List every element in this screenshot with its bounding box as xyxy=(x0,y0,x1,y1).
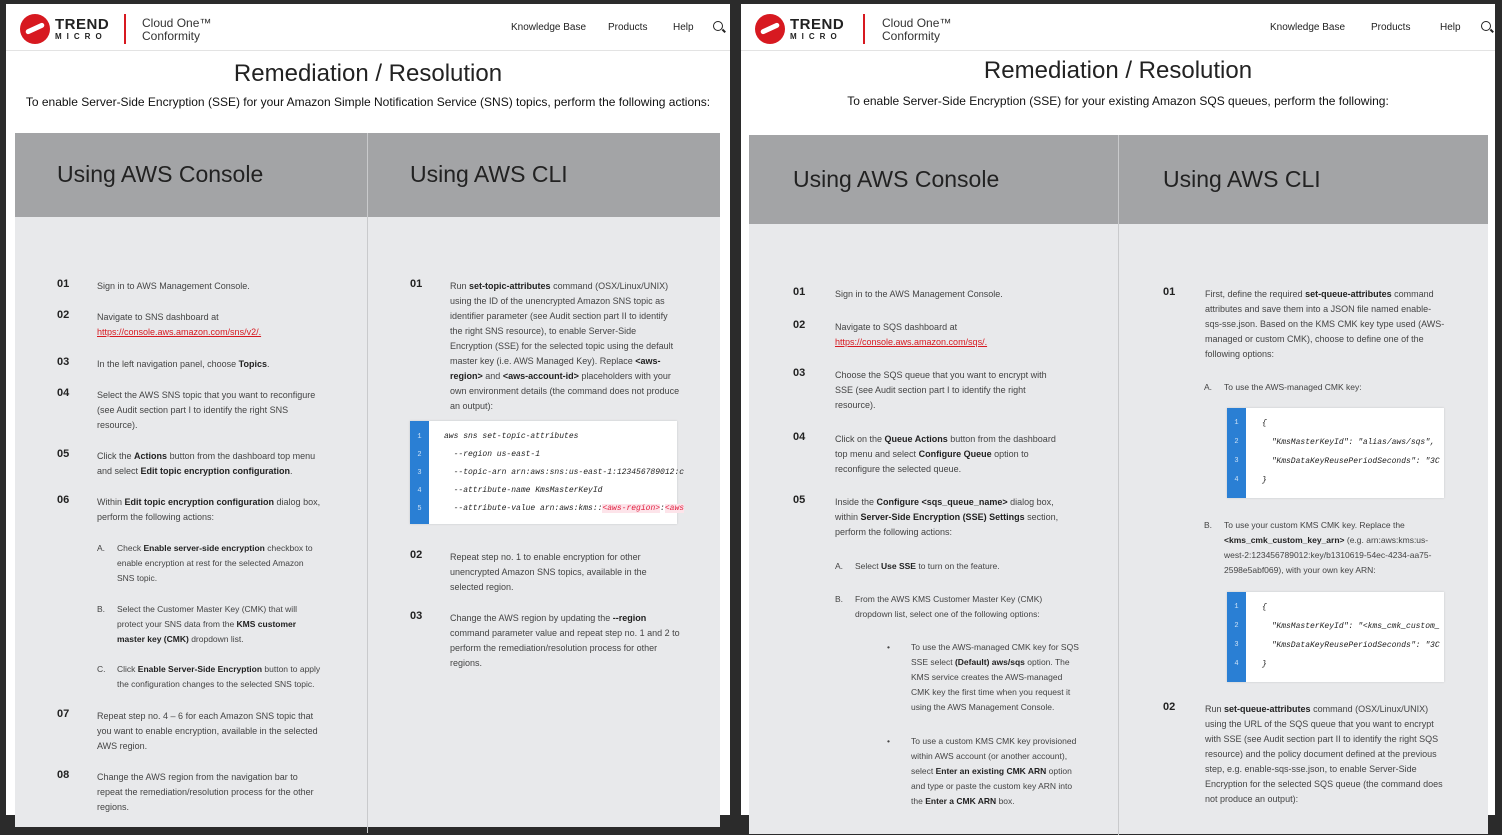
cli-heading: Using AWS CLI xyxy=(1119,135,1488,224)
code-line: { xyxy=(1262,603,1267,612)
logo-brand-top: TREND xyxy=(790,16,845,33)
site-header xyxy=(741,4,1495,51)
nav-help[interactable]: Help xyxy=(1440,22,1461,33)
code-line: } xyxy=(1262,476,1267,485)
sqs-console-link[interactable]: https://console.aws.amazon.com/sqs/. xyxy=(835,337,988,347)
page-title: Remediation / Resolution xyxy=(233,60,503,87)
code-line: --attribute-name KmsMasterKeyId xyxy=(444,486,603,495)
nav-products[interactable]: Products xyxy=(1371,22,1411,33)
logo-divider xyxy=(863,14,865,44)
cli-heading: Using AWS CLI xyxy=(368,133,720,217)
code-line: --region us-east-1 xyxy=(444,450,541,459)
code-block-aws-managed-key[interactable]: 1 2 3 4 { "KmsMasterKeyId": "alias/aws/sqs", "KmsDataKeyReusePeriodSeconds": "3C } xyxy=(1227,408,1444,498)
product-name: Cloud One™ Conformity xyxy=(882,16,952,43)
column-divider xyxy=(367,133,368,833)
intro-text: To enable Server-Side Encryption (SSE) for your existing Amazon SQS queues, perform the following: xyxy=(847,94,1389,108)
code-line: "KmsMasterKeyId": "alias/aws/sqs", xyxy=(1262,438,1435,447)
sns-console-link[interactable]: https://console.aws.amazon.com/sns/v2/. xyxy=(97,327,262,337)
trend-micro-logo-icon xyxy=(20,14,50,44)
code-line: "KmsDataKeyReusePeriodSeconds": "3C xyxy=(1262,457,1440,466)
search-icon[interactable] xyxy=(1481,21,1491,31)
code-block-custom-key[interactable]: 1 2 3 4 { "KmsMasterKeyId": "<kms_cmk_custom_ "KmsDataKeyReusePeriodSeconds": "3C } xyxy=(1227,592,1444,682)
code-line: --attribute-value arn:aws:kms::<aws-region>:<aws xyxy=(444,504,685,513)
code-line: aws sns set-topic-attributes xyxy=(444,432,579,441)
console-heading: Using AWS Console xyxy=(749,135,1118,224)
code-line: "KmsDataKeyReusePeriodSeconds": "3C xyxy=(1262,641,1440,650)
product-name: Cloud One™ Conformity xyxy=(142,16,212,43)
code-block-set-topic-attributes[interactable]: 1 2 3 4 5 aws sns set-topic-attributes --region us-east-1 --topic-arn arn:aws:sns:us-east-1:123456789012:c --attribute-name KmsMasterKeyId --attribute-value arn:aws:kms::<aws-region>:<aws xyxy=(410,421,677,524)
code-line: "KmsMasterKeyId": "<kms_cmk_custom_ xyxy=(1262,622,1440,631)
trend-micro-logo[interactable] xyxy=(755,13,844,45)
trend-micro-logo-icon xyxy=(755,14,785,44)
nav-knowledge-base[interactable]: Knowledge Base xyxy=(511,22,587,33)
console-heading: Using AWS Console xyxy=(15,133,367,217)
placeholder-aws-region: <aws-region> xyxy=(602,504,661,513)
search-icon[interactable] xyxy=(713,21,723,31)
code-line: --topic-arn arn:aws:sns:us-east-1:123456789012:c xyxy=(444,468,685,477)
trend-micro-logo[interactable] xyxy=(20,13,109,45)
site-header xyxy=(6,4,730,51)
code-line: { xyxy=(1262,419,1267,428)
logo-brand-bottom: MICRO xyxy=(55,32,107,41)
nav-products[interactable]: Products xyxy=(608,22,648,33)
logo-brand-bottom: MICRO xyxy=(790,32,842,41)
code-line: } xyxy=(1262,660,1267,669)
nav-knowledge-base[interactable]: Knowledge Base xyxy=(1270,22,1346,33)
nav-help[interactable]: Help xyxy=(673,22,694,33)
page-title: Remediation / Resolution xyxy=(983,57,1253,84)
logo-divider xyxy=(124,14,126,44)
left-screenshot-panel: TREND MICRO Cloud One™ Conformity Knowledge Base Products Help Remediation / Resolution To enable Server-Side Encryption (SSE) for your Amazon Simple Notification Service (SNS) topics, perform the following actions: Using AWS Console Using AWS CLI 01 Sign in to AWS Management Console. 02 Navigate to SNS dashboard at https://console.aws.amazon.com/sns/v2/. 03 In the left navigation panel, choose Topics. 04 Select the AWS SNS topic that you want to reconfigure (see Audit section part I to identify the right SNS resource). 05 Click the Actions button from the dashboard top menu and select Edit topic encryption configuration. 06 Within Edit topic encryption configuration dialog box, perform the following actions: A. Check Enable server-side encryption checkbox to enable encryption at rest for the selected Amazon SNS topic. B. Select the Customer Master Key (CMK) that will protect your SNS data from the KMS customer master key (CMK) dropdown list. C. Click Enable Server-Side Encryption button to apply the configuration changes to the selected SNS topic. 07 Repeat step no. 4 – 6 for each Amazon SNS topic that you want to enable encryption, available in the selected AWS region. 08 Change the AWS region from the navigation bar to repeat the remediation/resolution process for the other regions. 01 Run set-topic-attributes command (OSX/Linux/UNIX) using the ID of the unencrypted Amazon SNS topic as identifier parameter (see Audit section part II to identify the right SNS resource), to enable Server-Side Encryption (SSE) for the selected topic using the default master key (i.e. AWS Managed Key). Replace <aws-region> and <aws-account-id> placeholders with your own environment details (the command does not produce an output): 1 2 3 4 5 aws sns set-topic-attributes --region us-east-1 --topic-arn arn:aws:sns:us-east-1:123456789012:c --attribute-name KmsMasterKeyId --attribute-value arn:aws:kms::<aws-region>:<aws 02 Repeat step no. 1 to enable encryption for other unencrypted Amazon SNS topics, available in the selected region. 03 Change the AWS region by updating the --region command parameter value and repeat step no. 1 and 2 to perform the remediation/resolution process for other regions. xyxy=(6,4,730,815)
placeholder-aws-account-id: <aws xyxy=(664,504,685,513)
right-screenshot-panel: TREND MICRO Cloud One™ Conformity Knowledge Base Products Help Remediation / Resolution To enable Server-Side Encryption (SSE) for your existing Amazon SQS queues, perform the following: Using AWS Console Using AWS CLI 01 Sign in to the AWS Management Console. 02 Navigate to SQS dashboard at https://console.aws.amazon.com/sqs/. 03 Choose the SQS queue that you want to encrypt with SSE (see Audit section part I to identify the right resource). 04 Click on the Queue Actions button from the dashboard top menu and select Configure Queue option to reconfigure the selected queue. 05 Inside the Configure <sqs_queue_name> dialog box, within Server-Side Encryption (SSE) Settings section, perform the following actions: A. Select Use SSE to turn on the feature. B. From the AWS KMS Customer Master Key (CMK) dropdown list, select one of the following options: • To use the AWS-managed CMK key for SQS SSE select (Default) aws/sqs option. The KMS service creates the AWS-managed CMK key the first time when you request it using the AWS Management Console. • To use a custom KMS CMK key provisioned within AWS account (or another account), select Enter an existing CMK ARN option and type or paste the custom key ARN into the Enter a CMK ARN box. 01 First, define the required set-queue-attributes command attributes and save them into a JSON file named enable-sqs-sse.json. Based on the KMS CMK key type used (AWS-managed or custom CMK), choose to define one of the following options: A. To use the AWS-managed CMK key: 1 2 3 4 { "KmsMasterKeyId": "alias/aws/sqs", "KmsDataKeyReusePeriodSeconds": "3C } B. To use your custom KMS CMK key. Replace the <kms_cmk_custom_key_arn> (e.g. arn:aws:kms:us-west-2:123456789012:key/b1310619-54ec-4234-aa75-2598e5abf069), with your own key ARN: 1 2 3 4 { "KmsMasterKeyId": "<kms_cmk_custom_ "KmsDataKeyReusePeriodSeconds": "3C } 02 Run set-queue-attributes command (OSX/Linux/UNIX) using the URL of the SQS queue that you want to encrypt with SSE (see Audit section part II to identify the right SQS resource) and the policy document defined at the previous step, e.g. enable-sqs-sse.json, to enable Server-Side Encryption for the selected SQS queue (the command does not produce an output): xyxy=(741,4,1495,815)
intro-text: To enable Server-Side Encryption (SSE) for your Amazon Simple Notification Service (SNS) topics, perform the following actions: xyxy=(25,95,711,109)
column-divider xyxy=(1118,135,1119,835)
logo-brand-top: TREND xyxy=(55,16,110,33)
